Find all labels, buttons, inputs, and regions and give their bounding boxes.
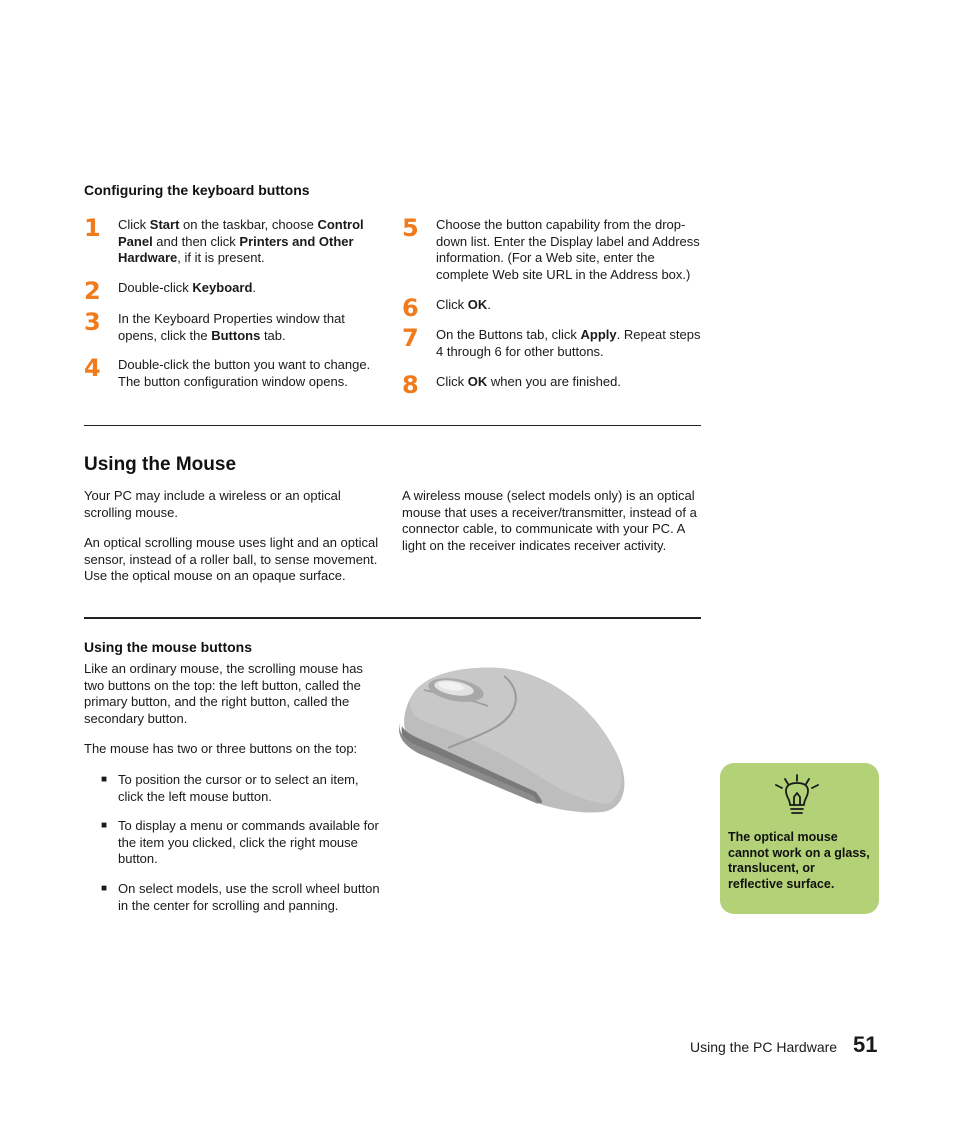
step-text: Click OK. [436,297,491,312]
mouse-buttons-heading: Using the mouse buttons [84,639,252,655]
section-divider [84,425,701,426]
footer-section-title: Using the PC Hardware [690,1039,838,1055]
step-text: Click Start on the taskbar, choose Control Panel and then click Printers and Other Hardware, if it is present. [118,217,364,265]
mouse-illustration [396,664,632,816]
bullet-marker: ■ [101,820,108,831]
list-item-text: To display a menu or commands available for the item you clicked, click the right mouse button. [118,818,379,866]
page-number: 51 [853,1032,878,1057]
step-number: 8 [402,371,419,399]
step-1 [84,214,384,267]
wireless-mouse-paragraph: A wireless mouse (select models only) is an optical mouse that uses a receiver/transmitter, instead of a connector cable, to communicate with your PC. A light on the receiver indicates receiver activity. [402,488,697,553]
step-number: 2 [84,277,101,305]
step-number: 7 [402,324,419,352]
step-text: In the Keyboard Properties window that opens, click the Buttons tab. [118,311,345,343]
list-item [100,772,385,805]
step-number: 6 [402,294,419,322]
list-item-text: To position the cursor or to select an item, click the left mouse button. [118,772,359,804]
step-text: Choose the button capability from the drop-down list. Enter the Display label and Address information. (For a Web site, enter the complete Web site URL in the Address box.) [436,217,700,282]
mouse-intro-paragraph: Your PC may include a wireless or an optical scrolling mouse. [84,488,341,520]
step-3 [84,308,384,344]
section-divider [84,617,701,619]
step-text: Double-click Keyboard. [118,280,257,295]
step-number: 5 [402,214,419,242]
mouse-section-heading: Using the Mouse [84,454,237,475]
step-4 [84,354,384,390]
lightbulb-icon [773,771,821,819]
step-6 [402,294,702,322]
step-number: 4 [84,354,101,382]
step-number: 1 [84,214,101,242]
step-2 [84,277,384,305]
tip-text: The optical mouse cannot work on a glass, translucent, or reflective surface. [728,830,870,891]
list-item [100,818,385,868]
step-number: 3 [84,308,101,336]
step-text: Double-click the button you want to change. The button configuration window opens. [118,357,371,389]
step-7 [402,324,702,360]
keyboard-section-heading: Configuring the keyboard buttons [84,182,310,198]
list-item [100,881,385,914]
step-8 [402,371,702,399]
bullet-marker: ■ [101,883,108,894]
bullet-marker: ■ [101,774,108,785]
step-text: Click OK when you are finished. [436,374,621,389]
mouse-buttons-intro: The mouse has two or three buttons on the top: [84,741,358,756]
tip-callout [720,763,879,914]
step-5 [402,214,702,283]
step-text: On the Buttons tab, click Apply. Repeat steps 4 through 6 for other buttons. [436,327,701,359]
optical-mouse-paragraph: An optical scrolling mouse uses light and an optical sensor, instead of a roller ball, to sense movement. Use the optical mouse on an opaque surface. [84,535,379,583]
list-item-text: On select models, use the scroll wheel button in the center for scrolling and panning. [118,881,380,913]
mouse-buttons-paragraph: Like an ordinary mouse, the scrolling mouse has two buttons on the top: the left button, called the primary button, and the right button, called the secondary button. [84,661,363,726]
